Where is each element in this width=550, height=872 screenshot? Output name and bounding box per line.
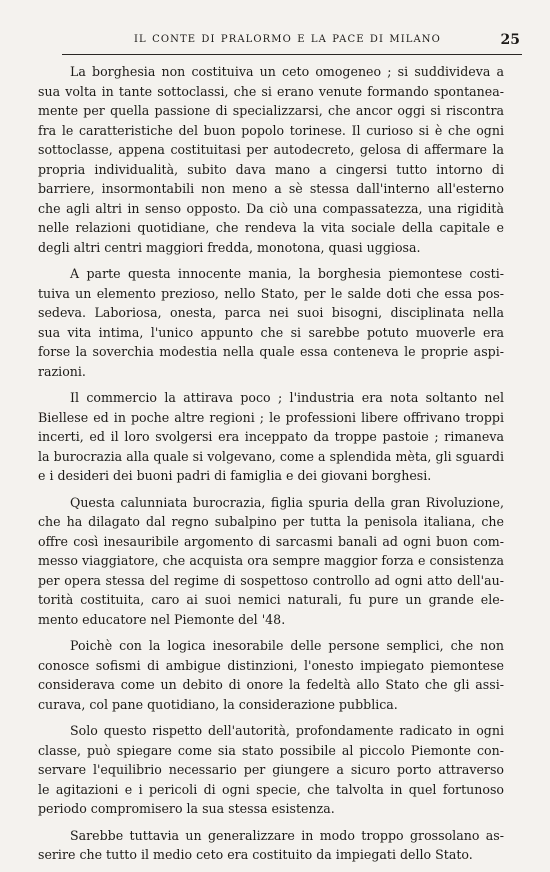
paragraph: [38, 264, 504, 381]
text-line: razioni.: [38, 363, 86, 379]
text-line: Questa calunniata burocrazia, figlia spuria della gran Rivoluzione,: [70, 494, 504, 510]
text-line: classe, può spiegare come sia stato possibile al piccolo Piemonte con-: [38, 742, 504, 758]
text-line: mente per quella passione di specializzarsi, che ancor oggi si riscontra: [38, 103, 504, 118]
paragraph: [38, 826, 504, 865]
text-line: e i desideri dei buoni padri di famiglia e dei giovani borghesi.: [38, 468, 432, 483]
text-line: periodo compromisero la sua stessa esistenza.: [38, 801, 335, 816]
text-line: Poichè con la logica inesorabile delle persone semplici, che non: [70, 638, 504, 653]
text-line: servare l'equilibrio necessario per giungere a sicuro porto attraverso: [38, 762, 504, 777]
text-line: torità costituita, caro ai suoi nemici naturali, fu pure un grande ele-: [38, 592, 504, 607]
text-line: degli altri centri maggiori fredda, monotona, quasi uggiosa.: [38, 239, 421, 255]
text-line: curava, col pane quotidiano, la considerazione pubblica.: [38, 696, 398, 712]
text-line: messo viaggiatore, che acquista ora sempre maggior forza e consistenza: [38, 553, 504, 568]
text-line: per opera stessa del regime di sospettoso controllo ad ogni atto dell'au-: [38, 572, 504, 588]
text-line: sua volta in tante sottoclassi, che si erano venute formando spontanea-: [38, 83, 504, 99]
text-line: la burocrazia alla quale si volgevano, come a splendida mèta, gli sguardi: [38, 448, 504, 464]
text-line: serire che tutto il medio ceto era costituito da impiegati dello Stato.: [38, 847, 473, 862]
text-line: conosce sofismi di ambigue distinzioni, l'onesto impiegato piemontese: [38, 657, 504, 673]
text-line: incerti, ed il loro svolgersi era inceppato da troppe pastoie ; rimaneva: [38, 429, 504, 444]
page-number: 25: [500, 32, 520, 48]
text-line: barriere, insormontabili non meno a sè stessa dall'interno all'esterno: [38, 181, 504, 196]
text-line: Solo questo rispetto dell'autorità, profondamente radicato in ogni: [70, 723, 504, 738]
text-line: offre così inesauribile argomento di sarcasmi banali ad ogni buon com-: [38, 533, 504, 549]
text-line: propria individualità, subito dava mano a cingersi tutto intorno di: [38, 161, 504, 177]
text-line: A parte questa innocente mania, la borghesia piemontese costi-: [70, 266, 504, 281]
paragraph: [38, 493, 504, 630]
paragraph: [38, 388, 504, 486]
text-line: sua vita intima, l'unico appunto che si sarebbe potuto muoverle era: [38, 324, 504, 340]
text-line: che ha dilagato dal regno subalpino per tutta la penisola italiana, che: [38, 514, 504, 529]
paragraph: [38, 62, 504, 257]
text-line: sedeva. Laboriosa, onesta, parca nei suoi bisogni, disciplinata nella: [38, 305, 504, 320]
text-line: Biellese ed in poche altre regioni ; le professioni libere offrivano troppi: [38, 409, 504, 425]
text-line: mento educatore nel Piemonte del '48.: [38, 611, 286, 627]
text-line: sottoclasse, appena costituitasi per autodecreto, gelosa di affermare la: [38, 142, 504, 157]
running-head: [62, 34, 520, 50]
text-line: considerava come un debito di onore la fedeltà allo Stato che gli assi-: [38, 677, 504, 692]
text-line: nelle relazioni quotidiane, che rendeva la vita sociale della capitale e: [38, 220, 504, 235]
text-line: tuiva un elemento prezioso, nello Stato, per le salde doti che essa pos-: [38, 285, 504, 301]
running-title: IL CONTE DI PRALORMO E LA PACE DI MILANO: [134, 34, 441, 45]
text-line: fra le caratteristiche del buon popolo torinese. Il curioso si è che ogni: [38, 122, 504, 138]
text-line: La borghesia non costituiva un ceto omogeneo ; si suddivideva a: [70, 64, 504, 79]
text-line: forse la soverchia modestia nella quale essa conteneva le proprie aspi-: [38, 344, 504, 359]
text-line: Il commercio la attirava poco ; l'industria era nota soltanto nel: [70, 390, 504, 405]
header-rule: [62, 54, 522, 55]
paragraph: [38, 636, 504, 714]
body-text: [38, 62, 504, 872]
text-line: che agli altri in senso opposto. Da ciò una compassatezza, una rigidità: [38, 200, 504, 216]
text-line: le agitazioni e i pericoli di ogni specie, che talvolta in quel fortunoso: [38, 781, 504, 797]
paragraph: [38, 721, 504, 819]
text-line: Sarebbe tuttavia un generalizzare in modo troppo grossolano as-: [70, 827, 504, 843]
